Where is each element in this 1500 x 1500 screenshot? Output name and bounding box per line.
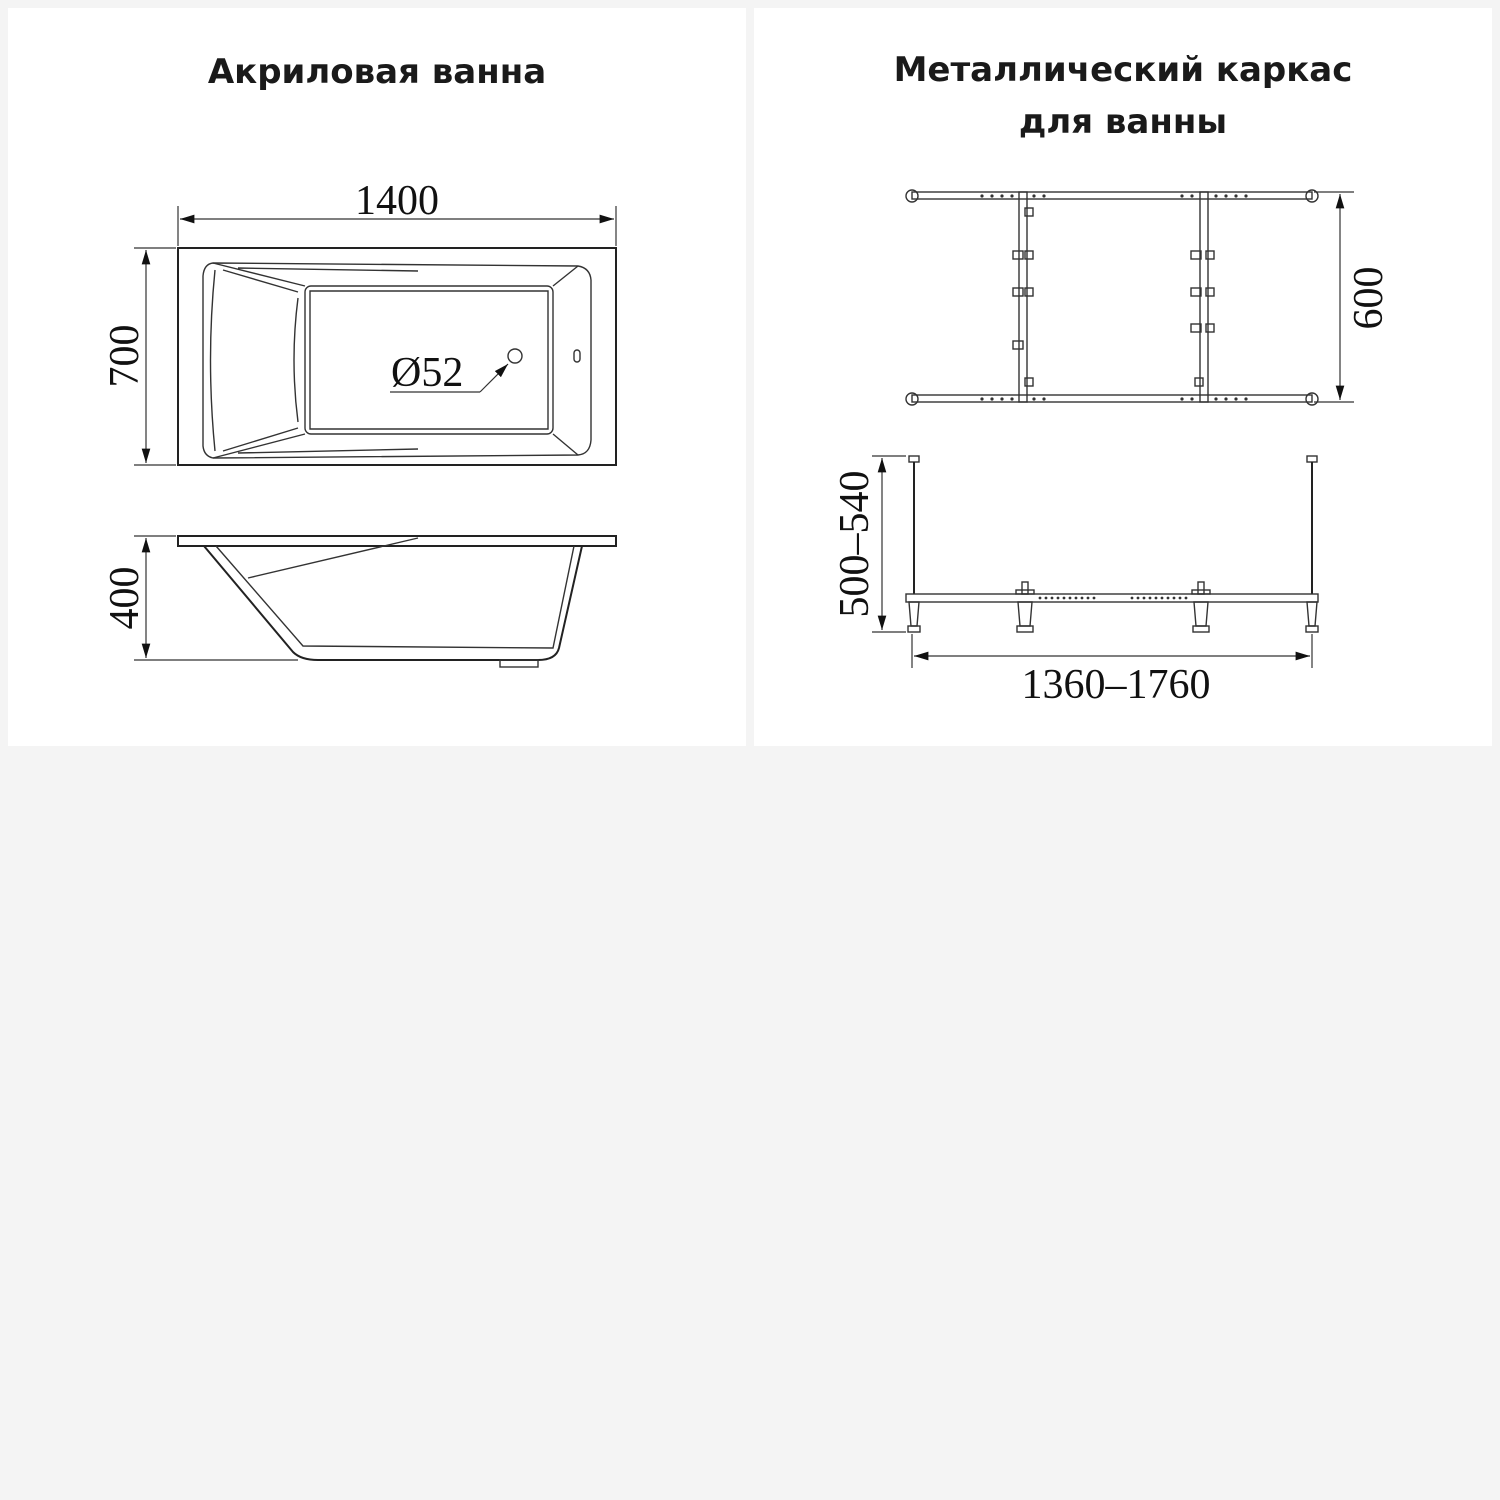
frame-panel	[754, 8, 1492, 746]
frame-base-bar	[906, 594, 1318, 602]
overflow-hole	[574, 350, 580, 362]
width-dimension: 700	[102, 324, 148, 388]
frame-legs	[908, 602, 1318, 632]
bathtub-panel	[8, 8, 746, 746]
frame-bottom-rail	[912, 395, 1312, 402]
bathtub-title: Акриловая ванна	[207, 52, 547, 92]
tub-drain-side	[500, 660, 538, 667]
drain-diameter-label: Ø52	[391, 350, 464, 396]
frame-crossbar-right	[1200, 192, 1208, 402]
frame-drawing	[754, 8, 1492, 746]
frame-crossbar-left	[1019, 192, 1027, 402]
height-dimension: 400	[102, 566, 148, 630]
tub-side-body	[204, 546, 582, 660]
drain-hole	[508, 349, 522, 363]
tub-side-rim	[178, 536, 616, 546]
frame-height-dimension: 500–540	[832, 470, 878, 618]
length-dimension: 1400	[355, 178, 439, 224]
frame-title-line1: Металлический каркас	[893, 50, 1353, 90]
frame-width-dimension: 600	[1346, 266, 1392, 330]
bathtub-drawing	[8, 8, 746, 746]
frame-top-rail	[912, 192, 1312, 199]
frame-title-line2: для ванны	[1018, 102, 1228, 142]
frame-length-dimension: 1360–1760	[1021, 662, 1211, 708]
